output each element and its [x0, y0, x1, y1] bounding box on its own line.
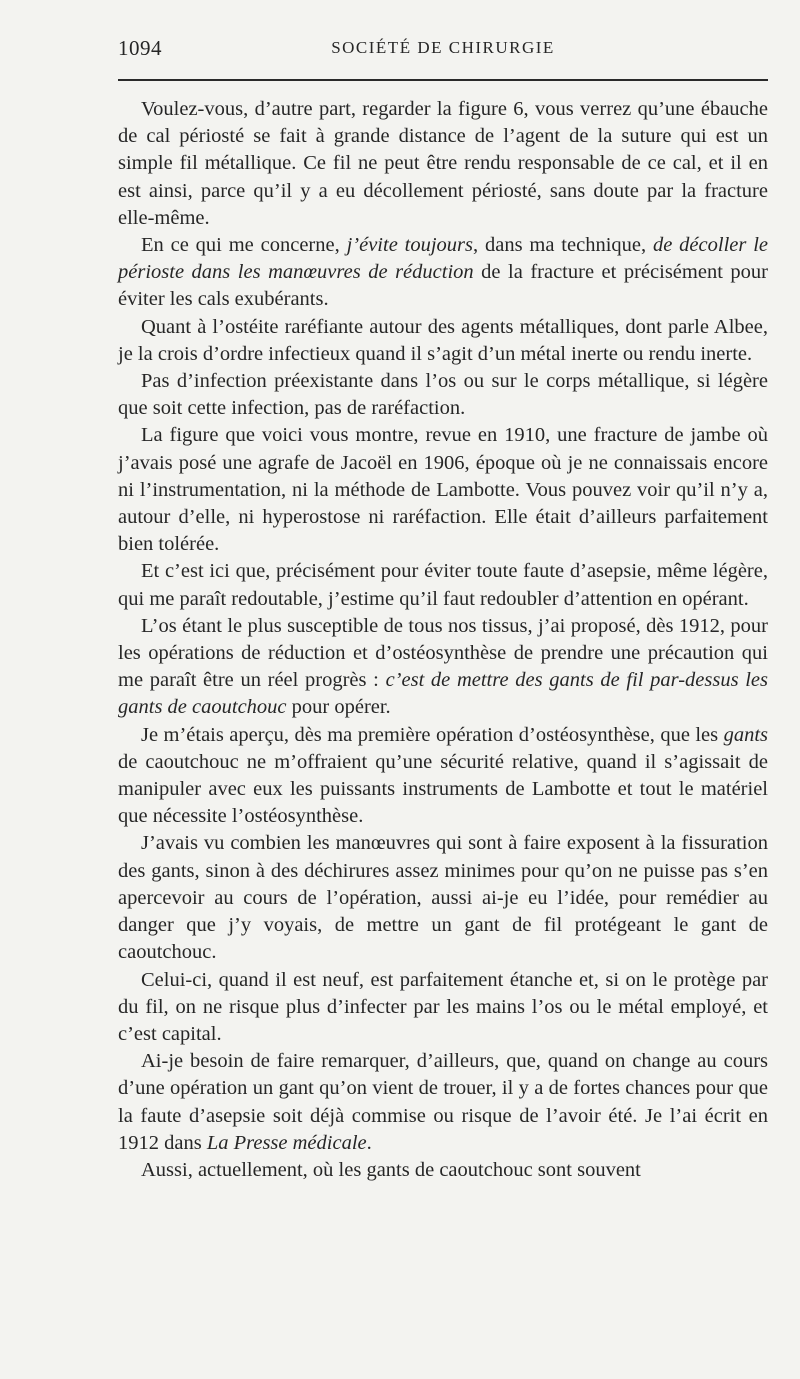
paragraph: Voulez-vous, d’autre part, regarder la figure 6, vous verrez qu’une ébauche de cal périosté se fait à grande distance de l’agent de la suture qui est un simple fil métallique. Ce fil ne peut être rendu responsable de ce cal, et il en est ainsi, parce qu’il y a eu décollement périosté, sans doute par la fracture elle-même. — [118, 98, 768, 229]
paragraph: Pas d’infection préexistante dans l’os ou sur le corps métallique, si légère que soit cette infection, pas de raréfaction. — [118, 370, 768, 420]
paragraph: J’avais vu combien les manœuvres qui sont à faire exposent à la fissuration des gants, sinon à des déchirures assez minimes pour qu’on ne puisse pas s’en apercevoir au cours de l’opération, aussi ai-je eu l’idée, pour remédier au danger que j’y voyais, de mettre un gant de fil protégeant le gant de caoutchouc. — [118, 832, 768, 964]
italic-phrase: c’est de mettre des gants de fil par-dessus les gants de caoutchouc — [118, 669, 769, 719]
italic-phrase: gants — [723, 723, 768, 746]
paragraph: Je m’étais aperçu, dès ma première opération d’ostéosynthèse, que les gants de caoutchouc ne m’offraient qu’une sécurité relative, quand il s’agissait de manipuler avec eux les puissants instruments de Lambotte et tout le matériel que nécessite l’ostéosynthèse. — [118, 723, 768, 828]
paragraph: L’os étant le plus susceptible de tous nos tissus, j’ai proposé, dès 1912, pour les opérations de réduction et d’ostéosynthèse de prendre une précaution qui me paraît être un réel progrès : c’est de mettre des gants de fil par-dessus les gants de caoutchouc pour opérer. — [118, 614, 769, 719]
paragraph: Et c’est ici que, précisément pour éviter toute faute d’asepsie, même légère, qui me paraît redoutable, j’estime qu’il faut redoubler d’attention en opérant. — [118, 560, 768, 610]
running-title: SOCIÉTÉ DE CHIRURGIE — [331, 38, 555, 57]
paragraph: En ce qui me concerne, j’évite toujours, dans ma technique, de décoller le périoste dans les manœuvres de réduction de la fracture et précisément pour éviter les cals exubérants. — [118, 234, 769, 311]
body-text — [118, 96, 768, 1184]
paragraph: La figure que voici vous montre, revue en 1910, une fracture de jambe où j’avais posé une agrafe de Jacoël en 1906, époque où je ne connaissais encore ni l’instrumentation, ni la méthode de Lambotte. Vous pouvez voir qu’il n’y a, autour d’elle, ni hyperostose ni raréfaction. Elle était d’ailleurs parfaitement bien tolérée. — [118, 424, 768, 556]
paragraph: Aussi, actuellement, où les gants de caoutchouc sont souvent — [141, 1158, 641, 1181]
paragraph: Ai-je besoin de faire remarquer, d’ailleurs, que, quand on change au cours d’une opération un gant qu’on vient de trouer, il y a de fortes chances pour que la faute d’asepsie soit déjà commise ou risque de l’avoir été. Je l’ai écrit en 1912 dans La Presse médicale. — [118, 1050, 768, 1154]
paragraph: Quant à l’ostéite raréfiante autour des agents métalliques, dont parle Albee, je la crois d’ordre infectieux quand il s’agit d’un métal inerte ou rendu inerte. — [118, 315, 768, 365]
paragraph: Celui-ci, quand il est neuf, est parfaitement étanche et, si on le protège par du fil, on ne risque plus d’infecter par les mains l’os ou le métal employé, et c’est capital. — [118, 968, 768, 1045]
italic-phrase: de décoller le périoste dans les manœuvres de réduction — [118, 234, 769, 284]
italic-phrase: La Presse médicale — [206, 1131, 367, 1154]
italic-phrase: j’évite toujours — [346, 234, 473, 257]
page-header — [118, 36, 768, 60]
header-rule — [118, 79, 768, 81]
page-number: 1094 — [118, 36, 162, 60]
